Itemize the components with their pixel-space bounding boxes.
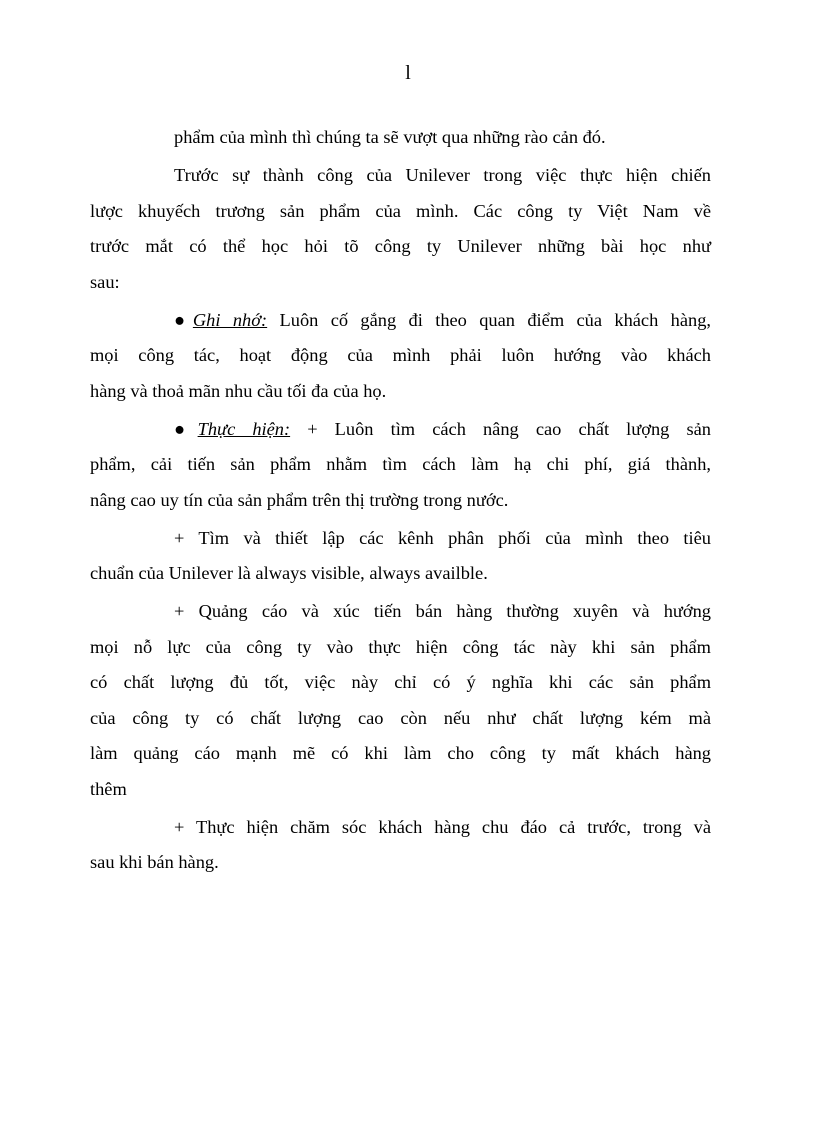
text-line: phẩm của mình thì chúng ta sẽ vượt qua những rào cản đó. — [174, 127, 606, 147]
text-line: + Tìm và thiết lập các kênh phân phối của mình theo tiêu — [174, 527, 711, 548]
text-line: của công ty có chất lượng cao còn nếu như chất lượng kém mà — [90, 707, 711, 728]
paragraph-intro — [90, 158, 711, 300]
document-body — [90, 120, 711, 883]
text-line: thêm — [90, 778, 127, 799]
text-line: nâng cao uy tín của sản phẩm trên thị trường trong nước. — [90, 489, 509, 510]
paragraph-continuation — [174, 120, 711, 156]
label-ghi-nho: Ghi nhớ: — [192, 309, 268, 330]
text-line: chuẩn của Unilever là always visible, always availble. — [90, 563, 488, 583]
text-line: phẩm, cải tiến sản phẩm nhằm tìm cách làm hạ chi phí, giá thành, — [90, 454, 711, 474]
bullet-icon: ● — [174, 309, 193, 330]
text-line: hàng và thoả mãn nhu cầu tối đa của họ. — [90, 380, 387, 401]
bullet-icon: ● — [174, 418, 198, 439]
text-line: sau: — [90, 271, 120, 292]
text-line: mọi nỗ lực của công ty vào thực hiện công tác này khi sản phẩm — [90, 636, 711, 657]
text-line: + Thực hiện chăm sóc khách hàng chu đáo cả trước, trong và — [174, 816, 711, 837]
paragraph-thuc-hien — [90, 412, 711, 519]
label-thuc-hien: Thực hiện: — [197, 418, 291, 439]
text-line: mọi công tác, hoạt động của mình phải luôn hướng vào khách — [90, 345, 711, 365]
text-line: trước mắt có thể học hỏi tõ công ty Unilever những bài học như — [90, 236, 711, 256]
paragraph-quang-cao — [90, 594, 711, 807]
text-line — [90, 412, 711, 448]
text-line: Trước sự thành công của Unilever trong việc thực hiện chiến — [174, 165, 711, 185]
text-line: có chất lượng đủ tốt, việc này chỉ có ý nghĩa khi các sản phẩm — [90, 672, 711, 692]
text-line: làm quảng cáo mạnh mẽ có khi làm cho công ty mất khách hàng — [90, 743, 711, 763]
text-line: + Quảng cáo và xúc tiến bán hàng thường xuyên và hướng — [174, 601, 711, 621]
page-number: l — [405, 62, 411, 84]
paragraph-ghi-nho — [90, 303, 711, 410]
text-line: lược khuyếch trương sản phẩm của mình. Các công ty Việt Nam về — [90, 200, 711, 221]
text-line: sau khi bán hàng. — [90, 852, 219, 872]
paragraph-kenh-phan-phoi — [90, 521, 711, 592]
text-line — [90, 303, 711, 339]
text-run: + Luôn tìm cách nâng cao chất lượng sản — [290, 418, 711, 439]
text-run: Luôn cố gắng đi theo quan điểm của khách hàng, — [267, 309, 711, 330]
paragraph-cham-soc — [90, 810, 711, 881]
